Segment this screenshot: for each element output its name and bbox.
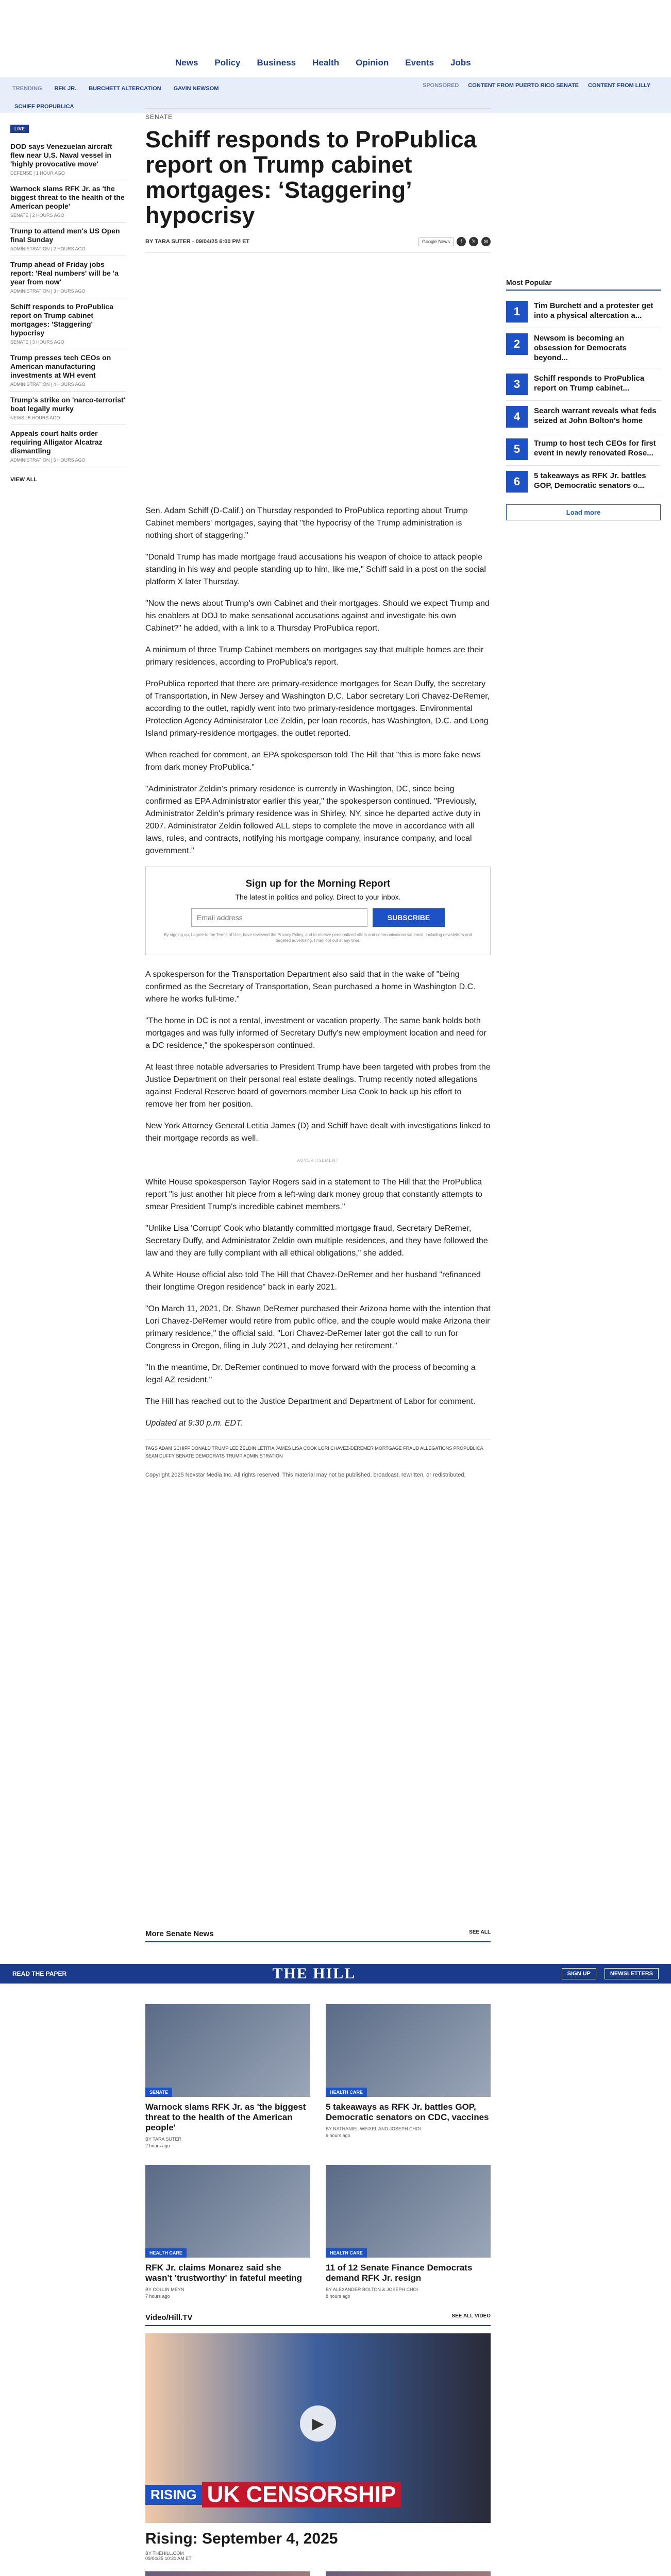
advertisement-label: ADVERTISEMENT [297, 1158, 339, 1163]
paragraph: A spokesperson for the Transportation Department also said that in the wake of "being confirmed as the Secretary of Transportation, Sean purchased a home in Washington D.C. where he works full-time." [145, 970, 476, 1004]
list-item-meta: SENATE | 3 HOURS AGO [10, 340, 64, 345]
paragraph: "Donald Trump has made mortgage fraud accusations his weapon of choice to attack people standing in his way and people standing up to him, like me," Schiff said in a post on the social platform X later Thursday. [145, 553, 486, 586]
sponsored-links [423, 82, 650, 89]
nav-opinion[interactable]: Opinion [356, 58, 389, 67]
google-news-button[interactable]: Google News [418, 237, 454, 246]
top-navigation [0, 0, 671, 77]
list-item[interactable] [10, 425, 126, 467]
nav-jobs[interactable]: Jobs [450, 58, 471, 67]
sticky-header-bar [0, 1964, 671, 1984]
list-item-title[interactable]: Schiff responds to ProPublica report on Trump cabinet mortgages: 'Staggering' hypocrisy [10, 302, 113, 337]
card-title[interactable]: 11 of 12 Senate Finance Democrats demand RFK Jr. resign [326, 2263, 473, 2283]
rank-badge: 3 [506, 374, 528, 395]
trending-label: TRENDING [12, 86, 42, 92]
list-item-title[interactable]: Tim Burchett and a protester get into a physical altercation a... [534, 301, 653, 320]
trending-item[interactable]: BURCHETT ALTERCATION [89, 86, 161, 92]
nav-business[interactable]: Business [257, 58, 296, 67]
paragraph: At least three notable adversaries to President Trump have been targeted with probes from the Justice Department on their personal real estate dealings. Trump recently noted allegations against Federal Reserve board of governors member Lisa Cook to back up his effort to remove her from her position. [145, 1063, 491, 1109]
category-tag[interactable]: HEALTH CARE [326, 2088, 367, 2097]
byline: BY TARA SUTER - 09/04/25 6:00 PM ET [145, 239, 250, 245]
category-tag[interactable]: HEALTH CARE [326, 2248, 367, 2258]
paragraph: A minimum of three Trump Cabinet members on mortgages say that multiple homes are their primary residences, according to ProPublica's report. [145, 646, 484, 667]
paragraph: "Administrator Zeldin's primary residence is currently in Washington, DC, since being confirmed as EPA Administrator earlier this year," the spokesperson continued. "Previously, Administrator Zeldin's primary residence was in Shirley, NY, since he departed active duty in 2007. Administrator Zeldin followed ALL steps to complete the move in accordance with all laws, rules, and contracts, notifying his mortgage company, insurance company, and local government." [145, 785, 480, 855]
sign-up-button[interactable]: SIGN UP [562, 1968, 596, 1979]
nav-events[interactable]: Events [405, 58, 434, 67]
video-banner [145, 2482, 401, 2507]
article [145, 108, 491, 1478]
latest-news-rail [10, 124, 126, 483]
video-thumbnail[interactable] [326, 2571, 491, 2576]
rank-badge: 4 [506, 406, 528, 428]
list-item[interactable] [506, 296, 661, 328]
email-field[interactable] [191, 908, 367, 927]
card-image[interactable] [145, 2004, 310, 2097]
list-item-title[interactable]: Search warrant reveals what feds seized at John Bolton's home [534, 406, 657, 425]
main-nav [175, 58, 471, 68]
card-grid [145, 2004, 491, 2300]
list-item-meta: ADMINISTRATION | 4 HOURS AGO [10, 382, 86, 387]
newsletter-subtitle: The latest in politics and policy. Direct to your inbox. [235, 893, 401, 901]
category-tag[interactable]: HEALTH CARE [145, 2248, 187, 2258]
rank-badge: 6 [506, 471, 528, 493]
news-card[interactable] [326, 2004, 491, 2149]
byline-row [145, 237, 491, 253]
list-item[interactable] [10, 256, 126, 298]
sticky-actions [562, 1968, 659, 1979]
list-item-title[interactable]: Warnock slams RFK Jr. as 'the biggest threat to the health of the American people' [10, 184, 125, 210]
paragraph: ProPublica reported that there are primary-residence mortgages for Sean Duffy, the secretary of Transportation, in New Jersey and Washington D.C. Labor secretary Lori Chavez-DeRemer, according to the outlet, rapidly went into two primary-residence mortgages. Environmental Protection Agency Administrator Lee Zeldin, per loan records, has Washington, D.C. and Long Island primary-residence mortgages, the outlet reported. [145, 680, 490, 738]
card-title[interactable]: 5 takeaways as RFK Jr. battles GOP, Democratic senators on CDC, vaccines [326, 2102, 489, 2122]
card-title[interactable]: Warnock slams RFK Jr. as 'the biggest threat to the health of the American people' [145, 2102, 306, 2132]
list-item-title[interactable]: Schiff responds to ProPublica report on Trump cabinet... [534, 374, 645, 393]
banner-text: UK CENSORSHIP [202, 2482, 401, 2507]
section-label[interactable]: SENATE [145, 108, 491, 121]
list-item[interactable] [10, 392, 126, 425]
list-item[interactable] [10, 298, 126, 349]
play-icon[interactable]: ▶ [300, 2405, 336, 2442]
category-tag[interactable]: SENATE [145, 2088, 172, 2097]
subscribe-button[interactable]: SUBSCRIBE [373, 908, 445, 927]
tags[interactable]: TAGS ADAM SCHIFF DONALD TRUMP LEE ZELDIN LETITIA JAMES LISA COOK LORI CHAVEZ-DEREMER MORTGAGE FRAUD ALLEGATIONS PROPUBLICA SEAN DUFFY SENATE DEMOCRATS TRUMP ADMINISTRATION [145, 1439, 491, 1460]
video-section [145, 2313, 491, 2576]
see-all-link[interactable]: SEE ALL VIDEO [451, 2313, 491, 2319]
paragraph: When reached for comment, an EPA spokesperson told The Hill that "this is more fake news from dark money ProPublica." [145, 751, 481, 772]
list-item-title[interactable]: DOD says Venezuelan aircraft flew near U.S. Naval vessel in 'highly provocative move' [10, 142, 112, 168]
trending-bar [0, 77, 671, 100]
video-card[interactable] [145, 2571, 310, 2576]
list-item-meta: ADMINISTRATION | 2 HOURS AGO [10, 246, 86, 251]
paragraph: White House spokesperson Taylor Rogers said in a statement to The Hill that the ProPublica report "is just another hit piece from a left-wing dark money group that constantly attempts to smear President Trump's incredible cabinet members." [145, 1178, 482, 1211]
list-item-meta: SENATE | 2 HOURS AGO [10, 213, 64, 218]
sponsored-label: SPONSORED [423, 82, 459, 89]
card-title[interactable]: RFK Jr. claims Monarez said she wasn't 'trustworthy' in fateful meeting [145, 2263, 302, 2283]
card-meta: BY COLLIN MEYN 7 hours ago [145, 2287, 184, 2299]
news-card[interactable] [326, 2165, 491, 2300]
card-image[interactable] [145, 2165, 310, 2258]
list-item-meta: NEWS | 5 HOURS AGO [10, 415, 60, 420]
card-meta: BY TARA SUTER 2 hours ago [145, 2137, 182, 2148]
list-item-meta: ADMINISTRATION | 3 HOURS AGO [10, 289, 86, 294]
view-all-link[interactable]: VIEW ALL [10, 477, 38, 483]
card-image[interactable] [326, 2004, 491, 2097]
list-item-title[interactable]: Appeals court halts order requiring Alligator Alcatraz dismantling [10, 429, 103, 455]
list-item-title[interactable]: Trump ahead of Friday jobs report: 'Real numbers' will be 'a year from now' [10, 260, 119, 286]
paragraph: Sen. Adam Schiff (D-Calif.) on Thursday responded to ProPublica reporting about Trump Cabinet members' mortgages, saying that "the hypocrisy of the Trump administration is nothing short of staggering." [145, 506, 468, 540]
list-item[interactable] [506, 368, 661, 401]
rank-badge: 1 [506, 301, 528, 323]
list-item-title[interactable]: Trump to attend men's US Open final Sunday [10, 227, 120, 244]
section-title: Video/Hill.TV [145, 2313, 193, 2322]
most-popular [506, 278, 661, 520]
facebook-icon[interactable]: f [457, 237, 466, 246]
card-meta: BY ALEXANDER BOLTON & JOSEPH CHOI 8 hours ago [326, 2287, 418, 2299]
newsletter-title: Sign up for the Morning Report [245, 878, 391, 889]
list-item[interactable] [506, 328, 661, 368]
sponsored-item[interactable]: CONTENT FROM LILLY [588, 82, 651, 89]
video-thumbnail[interactable] [145, 2571, 310, 2576]
news-card[interactable] [145, 2004, 310, 2149]
video-grid [145, 2571, 491, 2576]
share-bar [418, 237, 491, 246]
most-popular-title: Most Popular [506, 278, 661, 291]
live-badge: LIVE [10, 125, 29, 133]
list-item-title[interactable]: Trump's strike on 'narco-terrorist' boat legally murky [10, 396, 126, 413]
paragraph: A White House official also told The Hill that Chavez-DeRemer and her husband "refinanced their longtime Oregon residence" back in early 2021. [145, 1270, 481, 1292]
paragraph: "In the meantime, Dr. DeRemer continued to move forward with the process of becoming a legal AZ resident." [145, 1363, 476, 1384]
section-title: More Senate News [145, 1929, 214, 1938]
list-item[interactable] [10, 180, 126, 223]
card-meta: BY NATHANIEL WEIXEL AND JOSEPH CHOI 6 hours ago [326, 2126, 421, 2138]
trending-item[interactable]: RFK JR. [54, 86, 77, 92]
sponsored-item[interactable]: CONTENT FROM PUERTO RICO SENATE [468, 82, 579, 89]
more-senate-news [145, 1929, 491, 2300]
list-item[interactable] [506, 433, 661, 466]
site-logo[interactable]: THE HILL [272, 1965, 356, 1982]
read-the-paper-link[interactable]: READ THE PAPER [12, 1970, 67, 1977]
list-item[interactable] [10, 349, 126, 392]
list-item-title[interactable]: Trump presses tech CEOs on American manufacturing investments at WH event [10, 353, 111, 379]
list-item[interactable] [506, 466, 661, 498]
rank-badge: 2 [506, 333, 528, 355]
newsletter-fine-print: By signing up, I agree to the Terms of Use, have reviewed the Privacy Policy, and to receive personalized offers and communications via email, including newsletters and targeted advertising. I may opt out at any time. [164, 933, 472, 943]
paragraph: "On March 11, 2021, Dr. Shawn DeRemer purchased their Arizona home with the intention that Lori Chavez-DeRemer would retire from public office, and the couple would make Arizona their primary residence," the official said. "Lori Chavez-DeRemer later got the call to run for Congress in Oregon, filing in July 2021, and delaying her retirement." [145, 1304, 491, 1350]
list-item-title[interactable]: Newsom is becoming an obsession for Democrats beyond... [534, 334, 627, 362]
list-item-title[interactable]: 5 takeaways as RFK Jr. battles GOP, Democratic senators o... [534, 471, 646, 490]
list-item-meta: ADMINISTRATION | 5 HOURS AGO [10, 457, 86, 463]
article-body [145, 505, 491, 1479]
update-note: Updated at 9:30 p.m. EDT. [145, 1419, 243, 1428]
paragraph: "Now the news about Trump's own Cabinet and their mortgages. Should we expect Trump and his enablers at DOJ to make sensational accusations against and investigate his own Cabinet?" he added, with a link to a Thursday ProPublica report. [145, 599, 490, 633]
list-item[interactable] [10, 138, 126, 180]
trending-item[interactable]: GAVIN NEWSOM [173, 86, 219, 92]
paragraph: "Unlike Lisa 'Corrupt' Cook who blatantly committed mortgage fraud, Secretary DeRemer, Secretary Duffy, and Administrator Zeldin own multiple residences, and they have followed the law and they are fully compliant with all ethical obligations," she added. [145, 1224, 488, 1258]
paragraph: The Hill has reached out to the Justice Department and Department of Labor for comment. [145, 1397, 476, 1406]
load-more-button[interactable]: Load more [506, 504, 661, 520]
newsletter-form [161, 908, 475, 927]
email-icon[interactable]: ✉ [481, 237, 491, 246]
paragraph: "The home in DC is not a rental, investment or vacation property. The same bank holds both mortgages and was fully informed of Secretary Duffy's new employment location and need for a DC residence," the spokesperson continued. [145, 1016, 487, 1050]
list-item-title[interactable]: Trump to host tech CEOs for first event in newly renovated Rose... [534, 439, 656, 457]
copyright: Copyright 2025 Nexstar Media Inc. All rights reserved. This material may not be published, broadcast, rewritten, or redistributed. [145, 1472, 466, 1478]
newsletter-signup [145, 867, 491, 955]
news-card[interactable] [145, 2165, 310, 2300]
card-image[interactable] [326, 2165, 491, 2258]
nav-policy[interactable]: Policy [214, 58, 241, 67]
video-title[interactable]: Rising: September 4, 2025 [145, 2530, 338, 2547]
rising-tag: RISING [145, 2485, 202, 2505]
article-headline: Schiff responds to ProPublica report on Trump cabinet mortgages: ‘Staggering’ hypocrisy [145, 126, 477, 228]
nav-news[interactable]: News [175, 58, 198, 67]
video-player[interactable] [145, 2333, 491, 2523]
list-item[interactable] [506, 401, 661, 433]
list-item[interactable] [10, 223, 126, 256]
see-all-link[interactable]: SEE ALL [469, 1929, 491, 1935]
rank-badge: 5 [506, 438, 528, 460]
video-card[interactable] [326, 2571, 491, 2576]
video-meta: BY THEHILL.COM 09/04/25 10:30 AM ET [145, 2551, 192, 2561]
list-item-meta: DEFENSE | 1 HOUR AGO [10, 171, 65, 176]
x-icon[interactable]: 𝕏 [469, 237, 478, 246]
section-header [145, 2313, 491, 2326]
newsletters-button[interactable]: NEWSLETTERS [605, 1968, 659, 1979]
section-header [145, 1929, 491, 1942]
paragraph: New York Attorney General Letitia James (D) and Schiff have dealt with investigations linked to their mortgage records as well. [145, 1122, 491, 1143]
trending-item[interactable]: SCHIFF PROPUBLICA [14, 104, 74, 110]
nav-health[interactable]: Health [312, 58, 340, 67]
